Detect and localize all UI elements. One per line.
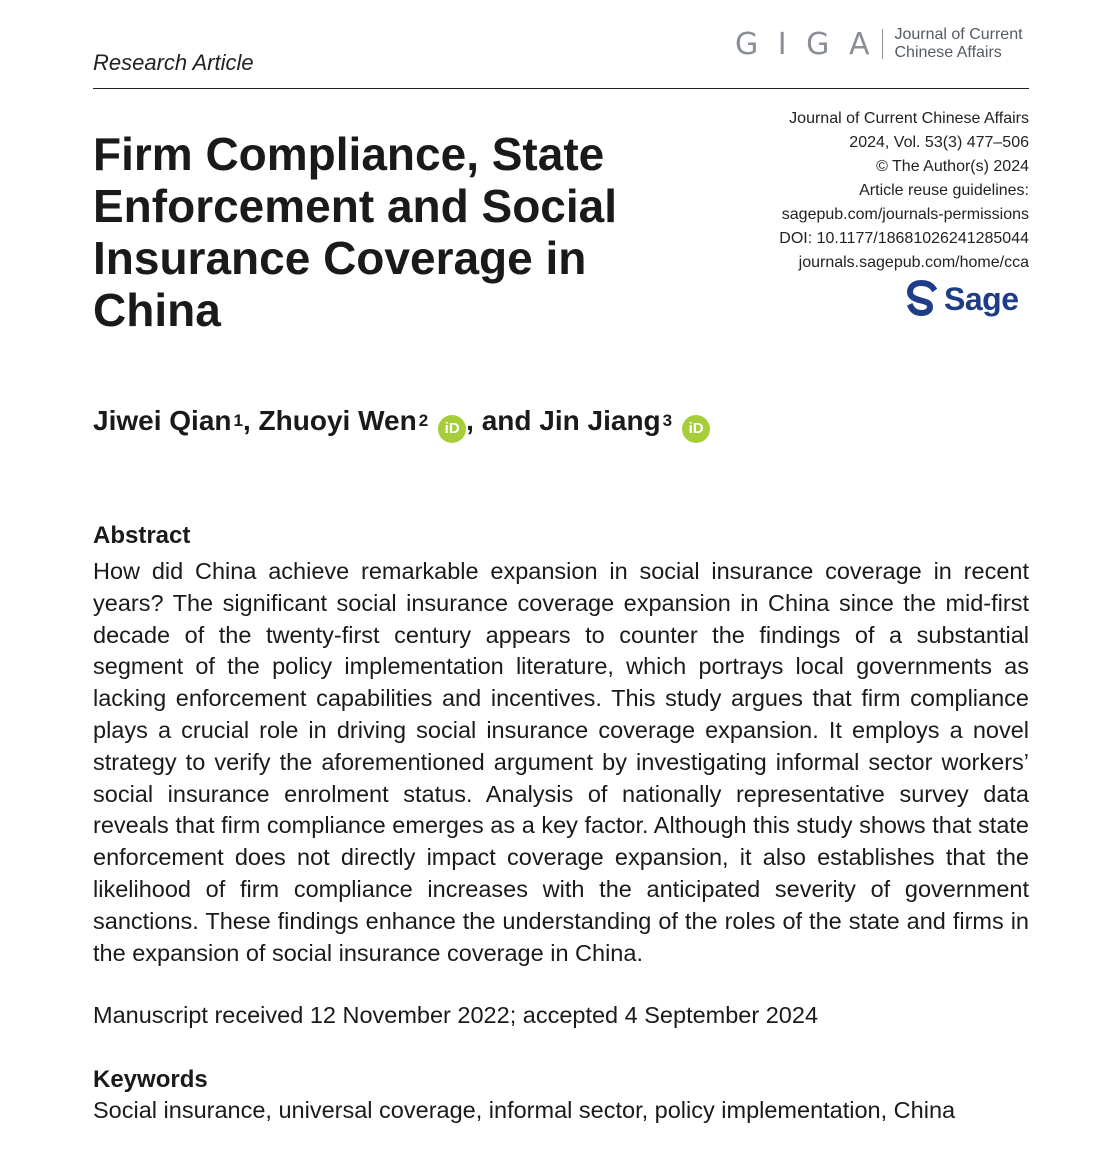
author-separator: , and (466, 405, 540, 436)
header-divider (93, 88, 1029, 89)
copyright: © The Author(s) 2024 (876, 158, 1029, 175)
keywords-heading: Keywords (93, 1066, 208, 1093)
logo-divider (882, 29, 883, 59)
author-name: Jin Jiang (539, 405, 661, 436)
giga-logo-text: G I G A (735, 26, 875, 62)
journal-volume: 2024, Vol. 53(3) 477–506 (849, 134, 1029, 151)
author-separator: , (242, 405, 259, 436)
journal-logo-name (894, 26, 1022, 62)
reuse-link[interactable]: sagepub.com/journals-permissions (781, 206, 1029, 223)
journal-logo-line2: Chinese Affairs (894, 44, 1002, 61)
author-name: Zhuoyi Wen (258, 405, 417, 436)
author-affiliation: 2 (418, 411, 429, 430)
manuscript-dates: Manuscript received 12 November 2022; accepted 4 September 2024 (93, 1002, 819, 1028)
sage-wordmark: Sage (944, 280, 1019, 317)
journal-logo-line1: Journal of Current (894, 26, 1023, 43)
orcid-icon[interactable]: iD (438, 415, 466, 443)
giga-journal-logo[interactable] (735, 26, 1023, 62)
author-affiliation: 3 (662, 411, 673, 430)
article-type-label: Research Article (93, 50, 254, 75)
sage-logo[interactable] (906, 280, 1018, 318)
abstract-text: How did China achieve remarkable expansion in social insurance coverage in recent years? The significant social insurance coverage expansion in China since the mid-first decade of the twenty-first century appears to counter the findings of a substantial segment of the policy implementation literature, which portrays local governments as lacking enforcement capabilities and incentives. This study argues that firm compliance plays a crucial role in driving social insurance coverage expansion. It employs a novel strategy to verify the aforementioned argument by investigating informal sector workers’ social insurance enrolment status. Analysis of nationally representative survey data reveals that firm compliance emerges as a key factor. Although this study shows that state enforcement does not directly impact coverage expansion, it also establishes that the likelihood of firm compliance increases with the anticipated severity of government sanctions. These findings enhance the understanding of the roles of the state and firms in the expansion of social insurance coverage in China. (93, 558, 1029, 966)
abstract-heading: Abstract (93, 522, 191, 549)
journal-home-link[interactable]: journals.sagepub.com/home/cca (798, 254, 1029, 271)
author-affiliation: 1 (233, 411, 243, 430)
author-list (93, 405, 710, 440)
keywords-text: Social insurance, universal coverage, informal sector, policy implementation, China (93, 1097, 956, 1123)
orcid-icon[interactable]: iD (682, 415, 710, 443)
author-name: Jiwei Qian (93, 405, 232, 436)
doi-link[interactable]: DOI: 10.1177/18681026241285044 (779, 230, 1029, 247)
article-title: Firm Compliance, State Enforcement and Social Insurance Coverage in China (93, 128, 618, 336)
journal-metadata (779, 107, 1029, 275)
sage-s-icon (906, 280, 938, 318)
reuse-label: Article reuse guidelines: (859, 182, 1029, 199)
journal-name: Journal of Current Chinese Affairs (789, 110, 1029, 127)
